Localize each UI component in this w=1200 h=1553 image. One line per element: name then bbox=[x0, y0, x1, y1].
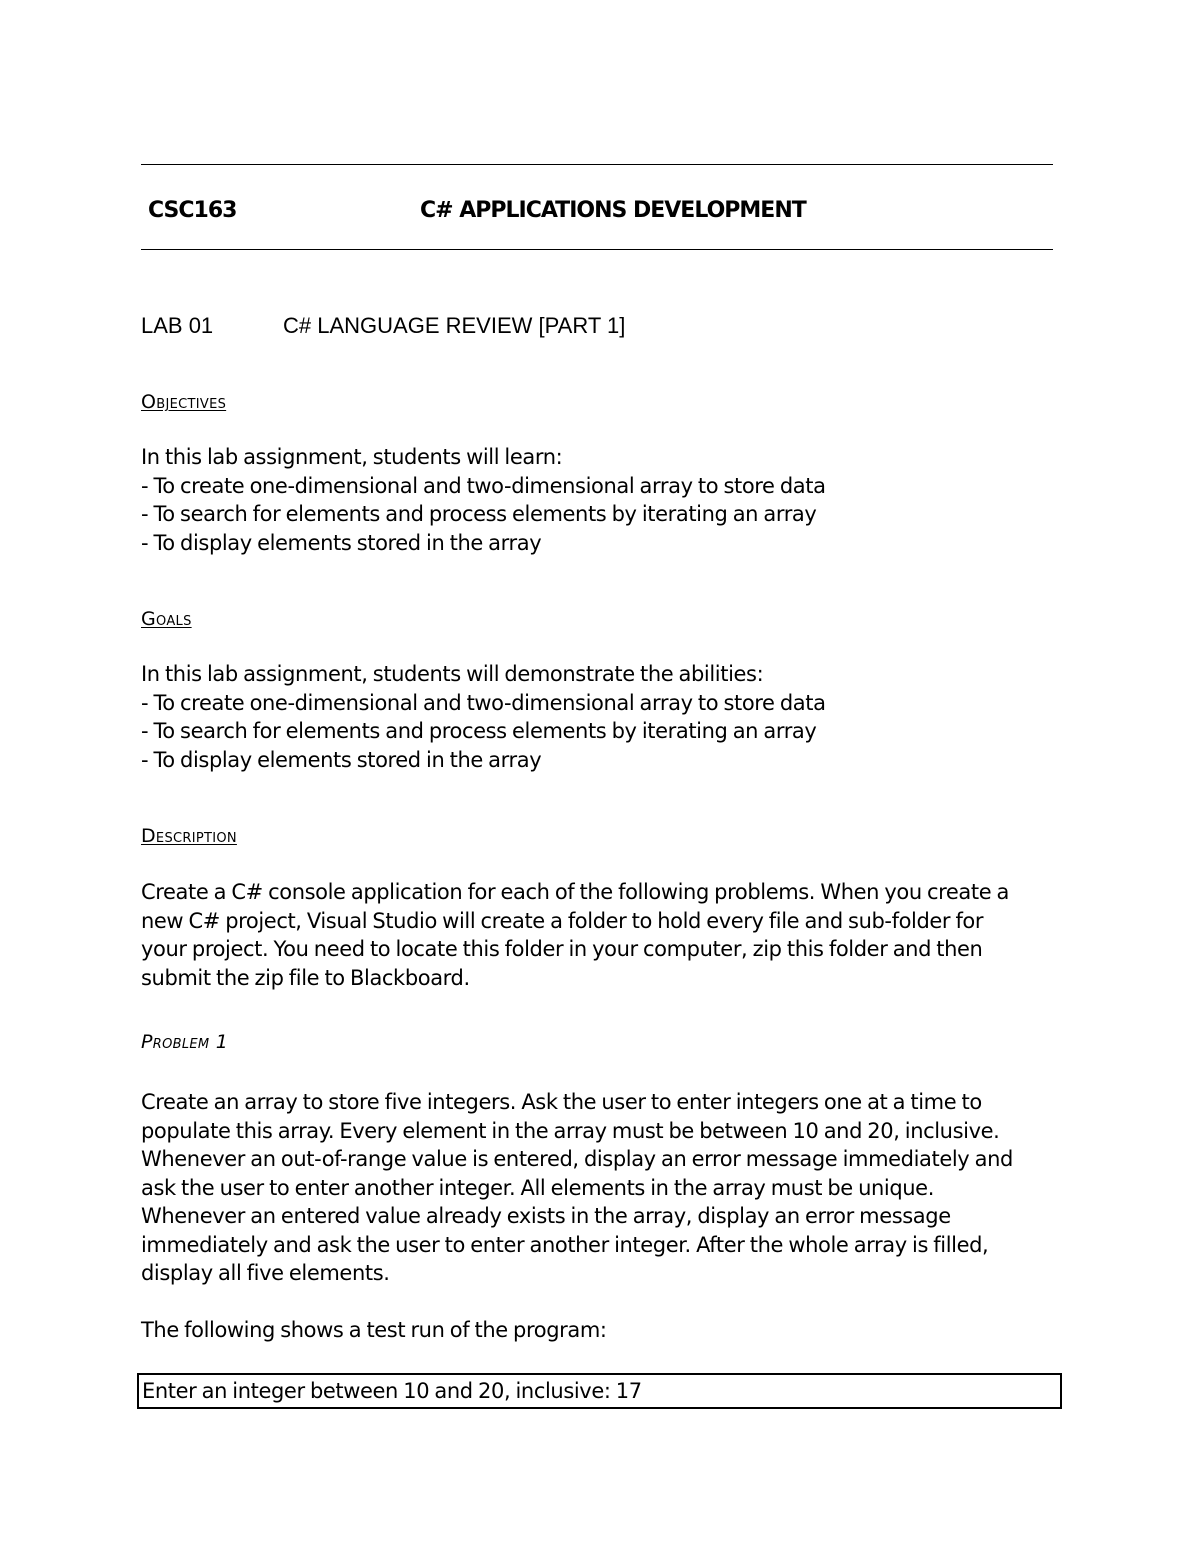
objectives-intro: In this lab assignment, students will learn: bbox=[141, 445, 563, 469]
goals-heading: Goals bbox=[141, 608, 192, 630]
problem1-line: immediately and ask the user to enter another integer. After the whole array is filled, bbox=[141, 1232, 989, 1257]
console-output-box bbox=[137, 1373, 1062, 1409]
top-rule bbox=[141, 164, 1053, 165]
console-output-text: Enter an integer between 10 and 20, inclusive: 17 bbox=[142, 1379, 642, 1403]
objectives-heading: Objectives bbox=[141, 391, 227, 413]
problem1-line: Whenever an out-of-range value is entered, display an error message immediately and bbox=[141, 1147, 1013, 1171]
problem1-line: ask the user to enter another integer. All elements in the array must be unique. bbox=[141, 1175, 934, 1200]
course-code: CSC163 bbox=[148, 198, 237, 223]
test-run-intro-text: The following shows a test run of the program: bbox=[141, 1318, 607, 1342]
goals-item: - To search for elements and process elements by iterating an array bbox=[141, 719, 817, 743]
objectives-text bbox=[141, 443, 1061, 557]
goals-item: - To create one-dimensional and two-dimensional array to store data bbox=[141, 690, 826, 715]
description-line: your project. You need to locate this folder in your computer, zip this folder and then bbox=[141, 937, 983, 961]
problem1-line: Create an array to store five integers. Ask the user to enter integers one at a time to bbox=[141, 1090, 982, 1114]
description-line: Create a C# console application for each of the following problems. When you create a bbox=[141, 880, 1010, 904]
objectives-item: - To display elements stored in the array bbox=[141, 530, 542, 555]
lab-number: LAB 01 bbox=[141, 313, 214, 338]
lab-title: C# LANGUAGE REVIEW [PART 1] bbox=[283, 313, 626, 338]
objectives-item: - To create one-dimensional and two-dimensional array to store data bbox=[141, 473, 826, 498]
description-heading: Description bbox=[141, 825, 237, 847]
goals-intro: In this lab assignment, students will demonstrate the abilities: bbox=[141, 662, 764, 686]
problem1-heading: Problem 1 bbox=[141, 1031, 229, 1053]
course-title: C# APPLICATIONS DEVELOPMENT bbox=[420, 198, 806, 223]
header-bottom-rule bbox=[141, 249, 1053, 250]
problem1-line: display all five elements. bbox=[141, 1261, 390, 1285]
goals-text bbox=[141, 660, 1061, 774]
description-text bbox=[141, 878, 1061, 992]
description-line: new C# project, Visual Studio will create a folder to hold every file and sub-folder for bbox=[141, 908, 984, 933]
problem1-line: Whenever an entered value already exists in the array, display an error message bbox=[141, 1204, 951, 1228]
problem1-text bbox=[141, 1088, 1061, 1288]
objectives-item: - To search for elements and process elements by iterating an array bbox=[141, 502, 817, 526]
test-run-intro bbox=[141, 1316, 1061, 1345]
goals-item: - To display elements stored in the array bbox=[141, 747, 542, 772]
problem1-line: populate this array. Every element in the array must be between 10 and 20, inclusive. bbox=[141, 1118, 1000, 1143]
description-line: submit the zip file to Blackboard. bbox=[141, 965, 470, 990]
